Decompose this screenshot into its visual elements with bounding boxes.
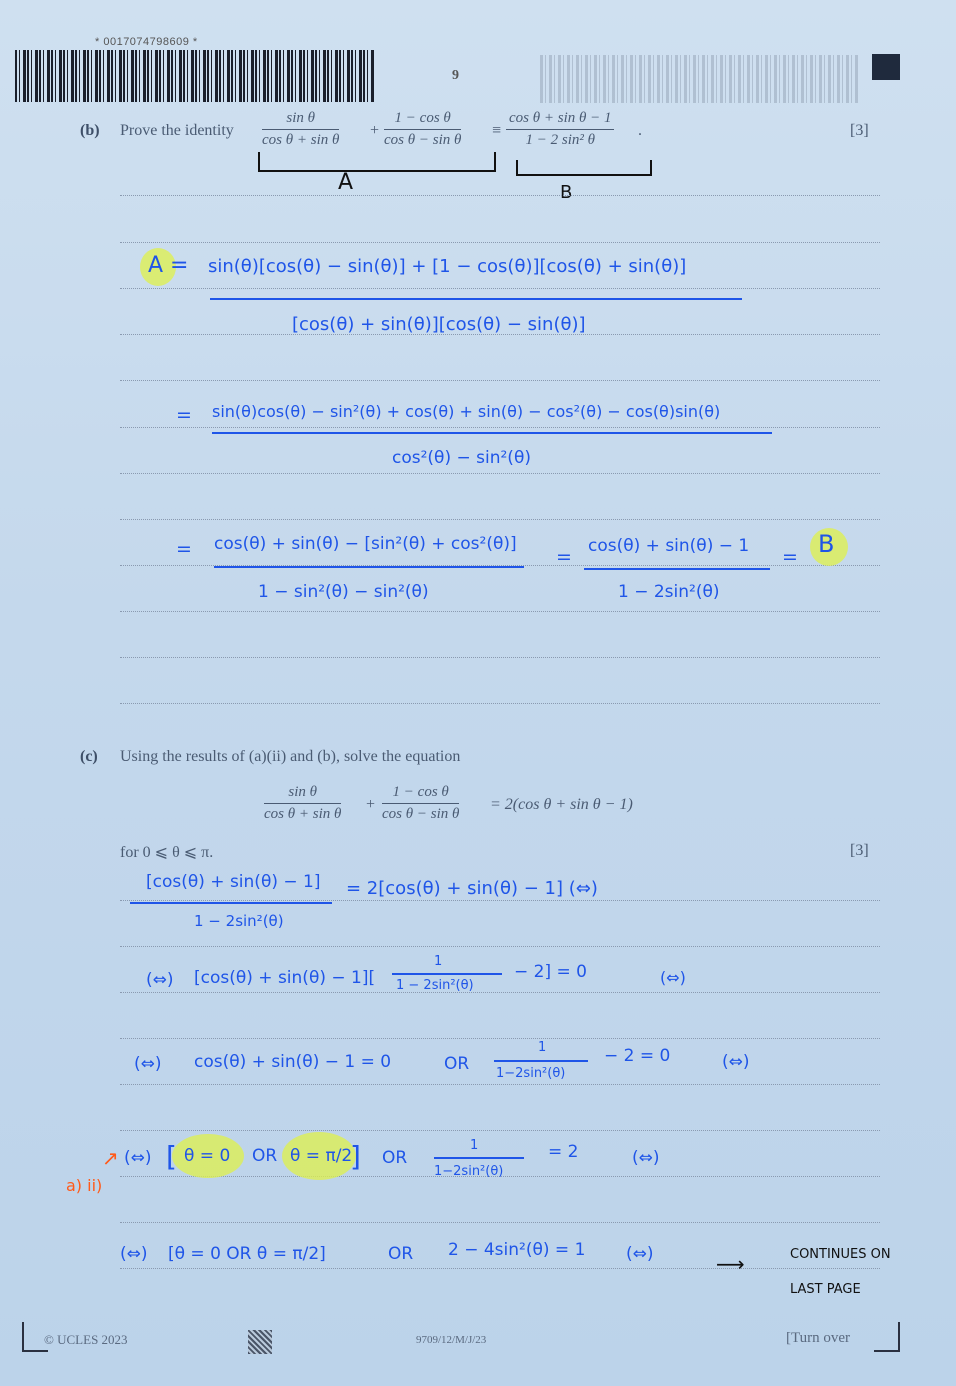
c-line3-frac-numerator: 1 — [538, 1040, 547, 1055]
answer-line — [120, 242, 880, 243]
answer-line — [120, 1268, 880, 1269]
work-line2-prefix: = — [176, 404, 192, 426]
work-line3-result: B — [818, 530, 835, 558]
answer-line — [120, 1130, 880, 1131]
reference-note-a-ii: a) ii) — [66, 1176, 103, 1195]
work-line2-denominator: cos²(θ) − sin²(θ) — [392, 448, 531, 468]
c-line3-frac-denominator: 1−2sin²(θ) — [496, 1066, 566, 1081]
work-line3-numerator: cos(θ) + sin(θ) − [sin²(θ) + cos²(θ)] — [214, 534, 517, 554]
continues-note-line1: CONTINUES ON — [790, 1247, 891, 1262]
part-c-prompt: Using the results of (a)(ii) and (b), solve the equation — [120, 748, 461, 765]
fraction-bar — [584, 568, 770, 570]
c-line1-denominator: 1 − 2sin²(θ) — [194, 912, 284, 930]
c-line3-tail: − 2 = 0 — [604, 1046, 671, 1066]
page-number: 9 — [452, 68, 459, 83]
c-line1-rhs: = 2[cos(θ) + sin(θ) − 1] (⇔) — [346, 878, 598, 899]
equation-fraction-1 — [264, 784, 341, 823]
c-line2-frac-numerator: 1 — [434, 954, 443, 969]
fraction-bar — [210, 298, 742, 300]
fraction-numerator: sin θ — [262, 110, 339, 130]
c-line5-or: OR — [388, 1244, 414, 1264]
answer-line — [120, 427, 880, 428]
c-line1-numerator: [cos(θ) + sin(θ) − 1] — [146, 872, 321, 892]
work-line2-numerator: sin(θ)cos(θ) − sin²(θ) + cos(θ) + sin(θ) − cos²(θ) − cos(θ)sin(θ) — [212, 402, 721, 421]
fraction-bar — [494, 1060, 588, 1062]
part-b-label: (b) — [80, 122, 100, 139]
equation-fraction-2 — [382, 784, 459, 823]
answer-line — [120, 195, 880, 196]
answer-line — [120, 703, 880, 704]
bracket-b — [516, 160, 652, 176]
c-line4-theta-half-pi: θ = π/2 — [290, 1146, 353, 1166]
identity-period: . — [638, 122, 642, 139]
c-line5-tail: 2 − 4sin²(θ) = 1 — [448, 1240, 586, 1260]
answer-line — [120, 611, 880, 612]
qr-code-icon — [248, 1330, 272, 1354]
answer-line — [120, 946, 880, 947]
fraction-numerator: sin θ — [264, 784, 341, 804]
c-line4-prefix: (⇔) — [124, 1148, 152, 1168]
answer-line — [120, 657, 880, 658]
fraction-bar — [434, 1157, 524, 1159]
answer-line — [120, 1084, 880, 1085]
c-line4-implies: (⇔) — [632, 1148, 660, 1168]
plus-sign: + — [366, 796, 376, 813]
equation-rhs: = 2(cos θ + sin θ − 1) — [490, 796, 633, 813]
footer-paper-code: 9709/12/M/J/23 — [416, 1334, 487, 1346]
c-line5-implies: (⇔) — [626, 1244, 654, 1264]
c-line2-implies: (⇔) — [660, 968, 686, 987]
work-line3-equals: = — [556, 546, 572, 568]
c-line5-prefix: (⇔) — [120, 1244, 148, 1264]
c-line4-or1: OR — [252, 1146, 278, 1166]
reference-arrow: ↗ — [102, 1146, 119, 1170]
label-b: B — [560, 182, 573, 203]
c-line3-prefix: (⇔) — [134, 1054, 162, 1074]
c-line2-tail: − 2] = 0 — [514, 962, 587, 982]
identity-fraction-2 — [384, 110, 461, 149]
fraction-denominator: cos θ + sin θ — [264, 806, 342, 822]
c-line4-theta-zero: θ = 0 — [184, 1146, 231, 1166]
fraction-denominator: cos θ + sin θ — [262, 132, 340, 148]
show-through-barcode — [540, 55, 860, 103]
answer-line — [120, 380, 880, 381]
label-a: A — [338, 170, 354, 195]
fraction-bar — [212, 432, 772, 434]
answer-line — [120, 473, 880, 474]
c-line3-or: OR — [444, 1054, 470, 1074]
answer-line — [120, 519, 880, 520]
crop-mark-left — [22, 1322, 24, 1352]
identity-rhs-fraction — [506, 110, 614, 149]
c-line4-frac-denominator: 1−2sin²(θ) — [434, 1164, 504, 1179]
continues-note-line2: LAST PAGE — [790, 1282, 861, 1297]
work-line3-rhs-denominator: 1 − 2sin²(θ) — [618, 582, 720, 602]
answer-line — [120, 1038, 880, 1039]
c-line4-tail: = 2 — [548, 1142, 579, 1162]
work-line3-equals-2: = — [782, 546, 798, 568]
c-line3-body: cos(θ) + sin(θ) − 1 = 0 — [194, 1052, 392, 1072]
answer-line — [120, 900, 880, 901]
equation-domain: for 0 ⩽ θ ⩽ π. — [120, 844, 214, 861]
footer-copyright: © UCLES 2023 — [44, 1332, 128, 1347]
fraction-bar — [392, 973, 502, 975]
barcode — [15, 50, 375, 102]
identity-sign: ≡ — [492, 122, 502, 139]
c-line4-frac-numerator: 1 — [470, 1138, 479, 1153]
footer-turn-over: [Turn over — [786, 1330, 851, 1346]
part-b-marks: [3] — [850, 122, 869, 139]
work-line1-numerator: sin(θ)[cos(θ) − sin(θ)] + [1 − cos(θ)][cos(θ) + sin(θ)] — [208, 256, 687, 277]
c-line2-body: [cos(θ) + sin(θ) − 1][ — [194, 968, 376, 988]
c-line2-frac-denominator: 1 − 2sin²(θ) — [396, 978, 474, 993]
answer-line — [120, 1222, 880, 1223]
bracket-a — [258, 152, 496, 172]
fraction-bar — [130, 902, 332, 904]
fraction-numerator: cos θ + sin θ − 1 — [506, 110, 614, 130]
work-line3-prefix: = — [176, 538, 192, 560]
c-line2-prefix: (⇔) — [146, 970, 174, 990]
crop-mark-right-base — [874, 1350, 900, 1352]
candidate-serial: * 0017074798609 * — [95, 36, 198, 48]
work-line1-prefix: A = — [148, 253, 189, 278]
fraction-denominator: cos θ − sin θ — [382, 806, 460, 822]
fraction-numerator: 1 − cos θ — [384, 110, 461, 130]
identity-fraction-1 — [262, 110, 339, 149]
answer-line — [120, 992, 880, 993]
fraction-denominator: cos θ − sin θ — [384, 132, 462, 148]
work-line1-denominator: [cos(θ) + sin(θ)][cos(θ) − sin(θ)] — [292, 314, 586, 335]
c-line4-or2: OR — [382, 1148, 408, 1168]
crop-mark-left-base — [22, 1350, 48, 1352]
part-c-marks: [3] — [850, 842, 869, 859]
c-line3-implies: (⇔) — [722, 1052, 750, 1072]
bracket-open: [ — [166, 1140, 177, 1173]
answer-line — [120, 288, 880, 289]
plus-sign: + — [370, 122, 380, 139]
c-line5-body: [θ = 0 OR θ = π/2] — [168, 1244, 326, 1264]
part-c-label: (c) — [80, 748, 98, 765]
bracket-close: ] — [350, 1140, 361, 1173]
continue-arrow-icon: ⟶ — [716, 1252, 745, 1276]
part-b-prompt: Prove the identity — [120, 122, 234, 139]
crop-mark-right — [898, 1322, 900, 1352]
fraction-bar — [214, 566, 524, 568]
work-line3-denominator: 1 − sin²(θ) − sin²(θ) — [258, 582, 429, 602]
fraction-denominator: 1 − 2 sin² θ — [525, 132, 595, 148]
fraction-numerator: 1 − cos θ — [382, 784, 459, 804]
work-line3-rhs-numerator: cos(θ) + sin(θ) − 1 — [588, 536, 750, 556]
corner-marker — [872, 54, 900, 80]
